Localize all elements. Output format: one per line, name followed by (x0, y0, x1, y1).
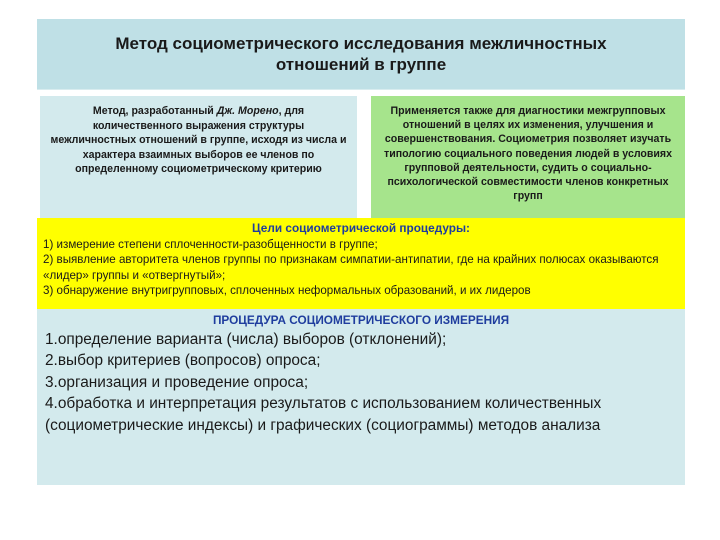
procedure-title: ПРОЦЕДУРА СОЦИОМЕТРИЧЕСКОГО ИЗМЕРЕНИЯ (212, 313, 510, 327)
procedure-list (45, 329, 677, 436)
goal-item: 3) обнаружение внутригрупповых, сплоченных неформальных образований, и их лидеров (43, 284, 531, 297)
method-text-after: , для количественного выражения структуры межличностных отношений в группе, исходя из числа и характера взаимных выборов ее членов по определенному социометрическому критерию (50, 105, 347, 175)
goal-item: 1) измерение степени сплоченности-разобщенности в группе; (43, 237, 378, 251)
method-author: Дж. Морено (216, 105, 279, 117)
slide-title-box (37, 19, 685, 90)
slide (37, 19, 685, 485)
application-box (371, 96, 685, 235)
method-text-before: Метод, разработанный (92, 105, 217, 117)
procedure-box (37, 309, 685, 485)
procedure-step: 1.определение варианта (числа) выборов (отклонений); (45, 331, 447, 348)
goal-item: 2) выявление авторитета членов группы по признакам симпатии-антипатии, где на крайних полюсах оказываются «лидер» группы и «отвергнутый»; (43, 253, 659, 282)
application-text: Применяется также для диагностики межгрупповых отношений в целях их изменения, улучшения и совершенствования. Социометрия позволяет изучать типологию социального поведения людей в условиях групповой деятельности, судить о социально-психологической совместимости членов конкретных групп (384, 105, 672, 203)
procedure-step: 2.выбор критериев (вопросов) опроса; (45, 352, 321, 370)
slide-title: Метод социометрического исследования межличностных отношений в группе (115, 34, 607, 74)
procedure-step: 3.организация и проведение опроса; (45, 373, 309, 391)
goals-title: Цели социометрической процедуры: (252, 221, 470, 235)
procedure-step: 4.обработка и интерпретация результатов с использованием количественных (социометрические индексы) и графических (социограммы) методов анализа (45, 395, 602, 434)
method-definition-box (40, 96, 357, 232)
goals-box (37, 218, 685, 309)
